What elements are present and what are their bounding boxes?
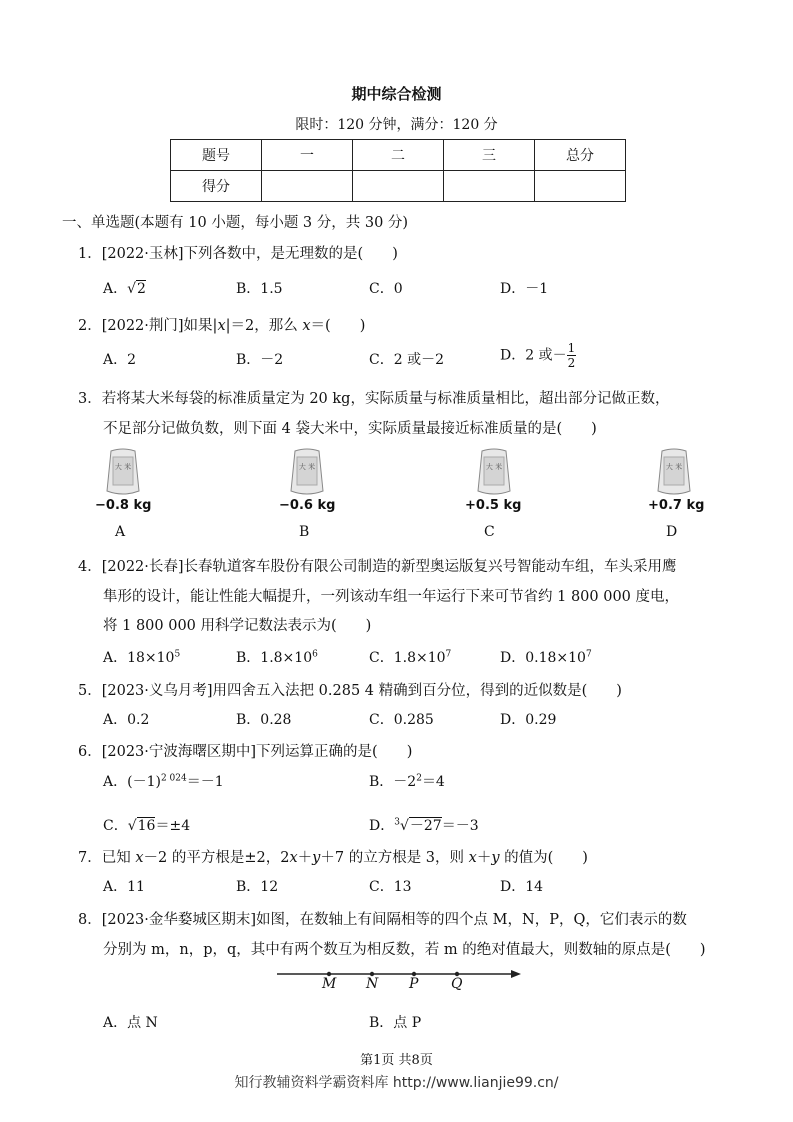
option-tail: ＝4 [421,774,445,790]
number-line-label: Q [451,976,463,992]
q2-option-b[interactable]: B．－2 [236,352,284,368]
bag-text: 大 米 [114,463,132,471]
table-row [171,140,626,171]
option-label: A．(－1) [103,774,161,790]
question-3-line1: 3．若将某大米每袋的标准质量定为 20 kg，实际质量与标准质量相比，超出部分记做正数， [78,391,670,407]
table-cell[interactable] [262,171,353,202]
stem-text: ＋ [297,850,313,866]
q7-option-d[interactable]: D．14 [500,879,544,895]
question-4-line3: 将 1 800 000 用科学记数法表示为( ) [103,618,372,634]
page-title: 期中综合检测 [351,85,442,103]
bag-letter-d[interactable]: D [666,524,678,540]
question-6: 6．[2023·宁波海曙区期中]下列运算正确的是( ) [78,744,413,760]
table-cell: 得分 [171,171,262,202]
option-label: A．18×10 [103,650,175,666]
q2-option-a[interactable]: A．2 [103,352,137,368]
var-y: y [312,850,321,866]
score-table [170,139,626,202]
table-cell: 二 [353,140,444,171]
section-heading: 一、单选题(本题有 10 小题，每小题 3 分，共 30 分) [62,215,409,231]
question-8-line1: 8．[2023·金华婺城区期末]如图，在数轴上有间隔相等的四个点 M，N，P，Q，它们表示的数 [78,912,687,928]
bag-text: 大 米 [298,463,316,471]
question-8-line2: 分别为 m，n，p，q，其中有两个数互为相反数，若 m 的绝对值最大，则数轴的原点是( ) [103,942,706,958]
q7-option-b[interactable]: B．12 [236,879,279,895]
option-label: D． [369,818,395,834]
q7-option-c[interactable]: C．13 [369,879,412,895]
var-x: x [468,850,477,866]
q6-option-b[interactable] [369,771,445,791]
rice-bag-image-b [287,447,327,497]
question-4-line1: 4．[2022·长春]长春轨道客车股份有限公司制造的新型奥运版复兴号智能动车组，车头采用鹰 [78,559,677,575]
bag-label-d: +0.7 kg [648,498,705,513]
radicand: －27 [409,818,442,834]
q5-option-b[interactable]: B．0.28 [236,712,292,728]
stem-text: 的值为( ) [499,850,588,866]
bag-letter-c[interactable]: C [484,524,495,540]
q5-option-a[interactable]: A．0.2 [103,712,150,728]
q6-option-d[interactable]: D．$^3$√－27＝－3 [369,817,479,834]
exponent: 2 024 [160,773,187,784]
q6-option-a[interactable] [103,771,224,791]
var-x: x [135,850,144,866]
option-label: B．1.8×10 [236,650,313,666]
option-tail: ＝－1 [186,774,224,790]
q4-option-c[interactable] [369,647,451,667]
number-line-label: M [322,976,337,992]
stem-text: 7．已知 [78,850,136,866]
q4-option-a[interactable] [103,647,180,667]
q4-option-b[interactable] [236,647,318,667]
question-1: 1．[2022·玉林]下列各数中，是无理数的是( ) [78,246,398,262]
bag-label-b: −0.6 kg [279,498,336,513]
footer-link[interactable]: 知行教辅资料学霸资料库 http://www.lianjie99.cn/ [234,1075,559,1091]
q1-option-d[interactable]: D．－1 [500,281,549,297]
table-row [171,171,626,202]
option-label: B．－2 [369,774,417,790]
exponent: 6 [312,649,318,660]
root-index: 3 [394,817,400,828]
exponent: 7 [585,649,592,660]
option-label: D．2 或－ [500,347,567,364]
q2-option-c[interactable]: C．2 或－2 [369,352,444,368]
option-label: D．0.18×10 [500,650,586,666]
stem-text: －2 的平方根是±2，2 [143,850,290,866]
table-cell[interactable] [353,171,444,202]
table-cell: 总分 [535,140,626,171]
radicand: 2 [137,281,146,297]
bag-label-c: +0.5 kg [465,498,522,513]
q7-option-a[interactable]: A．11 [103,879,145,895]
var-y: y [491,850,500,866]
number-line-label: N [366,976,379,992]
question-2 [78,314,365,335]
stem-text: 2．[2022·荆门]如果| [78,318,218,334]
stem-text: ＋7 的立方根是 3，则 [320,850,469,866]
rice-bag-image-d [654,447,694,497]
numerator: 1 [567,341,576,355]
q4-option-d[interactable] [500,647,592,667]
bag-text: 大 米 [665,463,683,471]
bag-label-a: −0.8 kg [95,498,152,513]
number-line [275,964,525,984]
exponent: 2 [416,773,422,784]
page-subtitle: 限时：120 分钟，满分：120 分 [295,117,498,133]
bag-letter-b[interactable]: B [299,524,310,540]
question-3-line2: 不足部分记做负数，则下面 4 袋大米中，实际质量最接近标准质量的是( ) [103,421,597,437]
number-line-label: P [409,976,419,992]
q8-option-b[interactable]: B．点 P [369,1015,422,1031]
var-x: x [289,850,298,866]
q8-option-a[interactable]: A．点 N [103,1015,158,1031]
exponent: 7 [445,649,452,660]
radicand: 16 [137,818,156,834]
q5-option-c[interactable]: C．0.285 [369,712,434,728]
question-4-line2: 隼形的设计，能让性能大幅提升，一列该动车组一年运行下来可节省约 1 800 000 度电， [103,589,680,605]
table-cell: 三 [444,140,535,171]
q1-option-a[interactable]: A．√2 [103,281,146,297]
q2-option-d[interactable] [500,341,576,370]
option-label: A． [103,281,128,297]
var-x: x [302,318,311,334]
q5-option-d[interactable]: D．0.29 [500,712,557,728]
page-number: 第1页 共8页 [360,1053,433,1068]
var-x: x [217,318,226,334]
table-cell[interactable] [444,171,535,202]
fraction [567,341,577,370]
rice-bag-image-c [474,447,514,497]
q1-option-b[interactable]: B．1.5 [236,281,283,297]
exponent: 5 [174,649,181,660]
option-tail: ＝－3 [441,818,479,834]
bag-letter-a[interactable]: A [115,524,126,540]
denominator: 2 [567,356,576,370]
option-label: C． [103,818,128,834]
stem-text: ＋ [476,850,492,866]
option-tail: ＝±4 [155,818,191,834]
stem-text: ＝( ) [310,318,366,334]
q1-option-c[interactable]: C．0 [369,281,403,297]
option-label: C．1.8×10 [369,650,446,666]
question-5: 5．[2023·义乌月考]用四舍五入法把 0.285 4 精确到百分位，得到的近似数是( ) [78,683,622,699]
table-cell: 题号 [171,140,262,171]
table-cell: 一 [262,140,353,171]
q6-option-c[interactable]: C．√16＝±4 [103,818,191,834]
bag-text: 大 米 [485,463,503,471]
question-7 [78,846,588,867]
stem-text: |＝2，那么 [225,318,303,334]
rice-bag-image-a [103,447,143,497]
table-cell[interactable] [535,171,626,202]
